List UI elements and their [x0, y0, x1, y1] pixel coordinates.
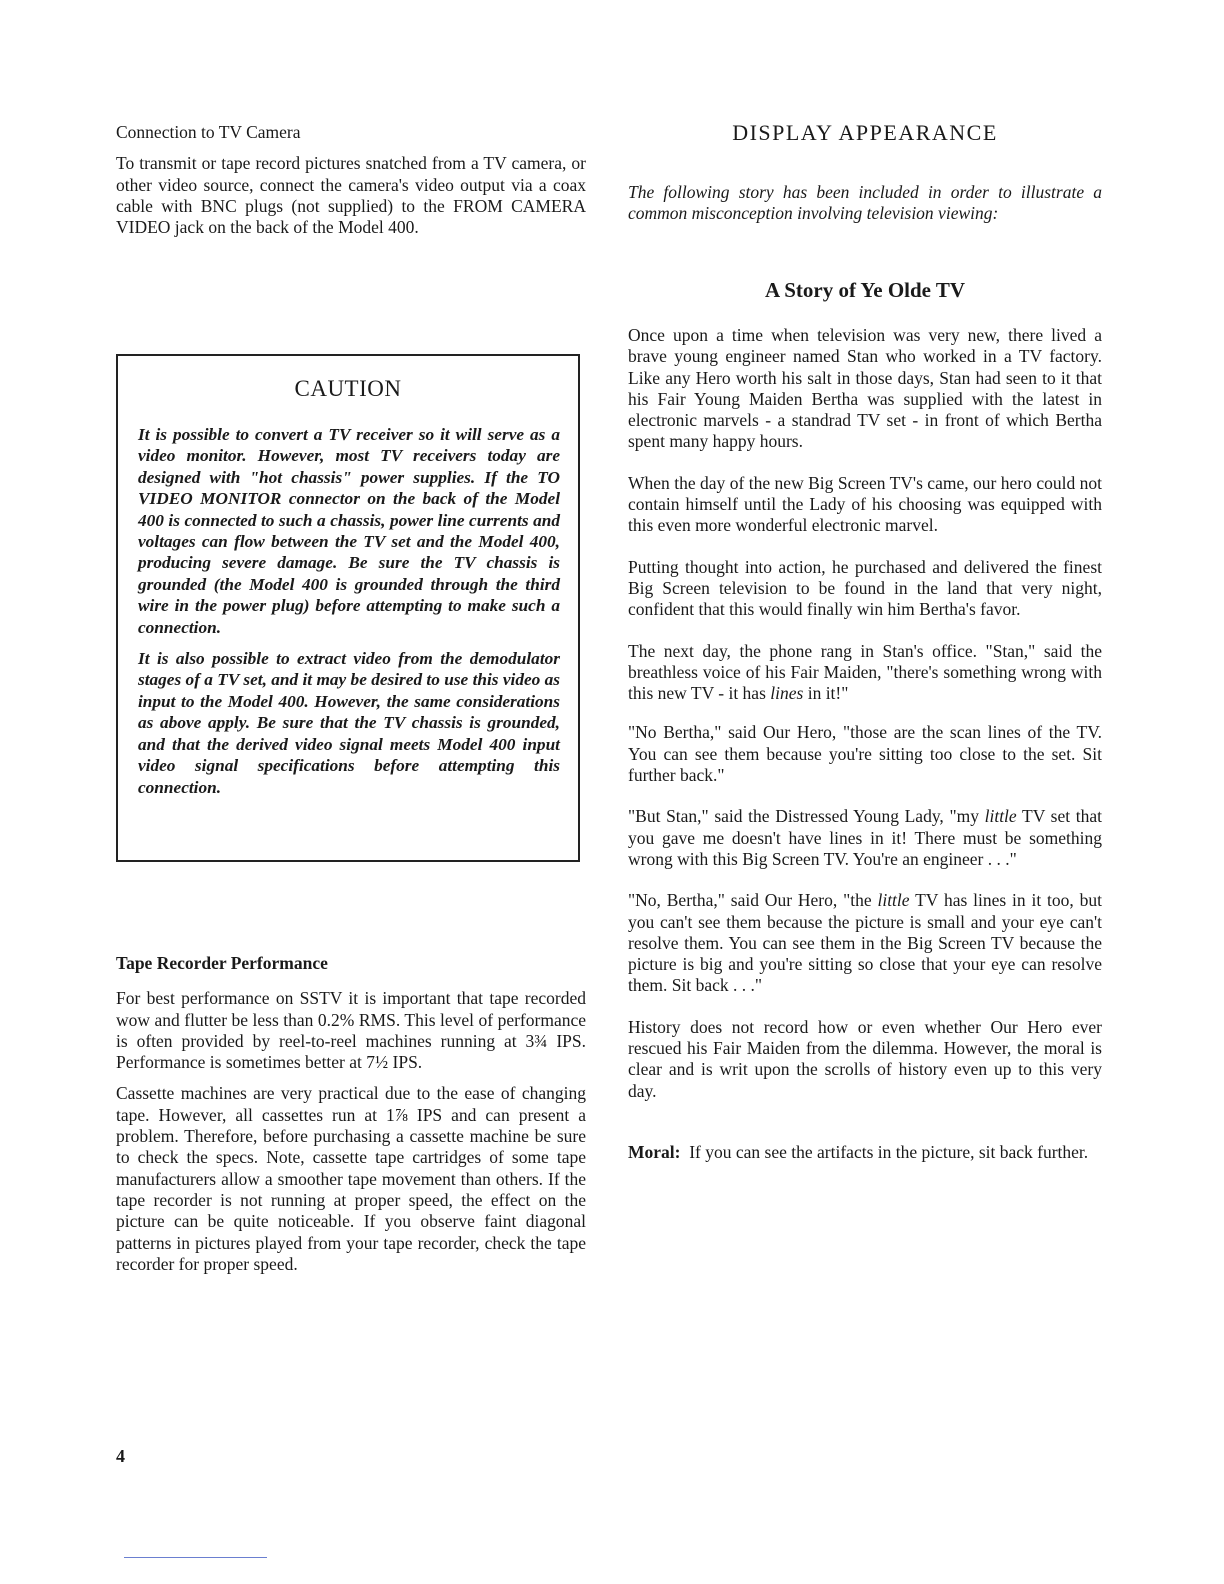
- story-paragraph-8: History does not record how or even whether Our Hero ever rescued his Fair Maiden from the dilemma. However, the moral is clear and is writ upon the scrolls of history even up to this very day.: [628, 1016, 1102, 1101]
- story-title: A Story of Ye Olde TV: [764, 278, 966, 302]
- caution-paragraph-2: It is also possible to extract video from the demodulator stages of a TV set, and it may be desired to use this video as input to the Model 400. However, the same considerations as above apply. Be sure that the TV chassis is grounded, and that the derived video signal meets Model 400 input video signal specifications before attempting this connection.: [138, 649, 560, 797]
- caution-paragraph-1: It is possible to convert a TV receiver so it will serve as a video monitor. However, most TV receivers today are designed with "hot chassis" power supplies. If the TO VIDEO MONITOR connector on the back of the Model 400 is connected to such a chassis, power line currents and voltages can flow between the TV set and the Model 400, producing severe damage. Be sure the TV chassis is grounded (the Model 400 is grounded through the third wire in the power plug) before attempting to make such a connection.: [138, 425, 560, 637]
- story-body: [628, 325, 1102, 1163]
- moral-paragraph: [628, 1142, 1102, 1163]
- story-paragraph-5: "No Bertha," said Our Hero, "those are the scan lines of the TV. You can see them because you're sitting too close to the set. Sit further back.": [628, 722, 1102, 786]
- story-paragraph-2: When the day of the new Big Screen TV's came, our hero could not contain himself until the Lady of his choosing was equipped with this even more wonderful electronic marvel.: [628, 472, 1102, 536]
- emphasis-little: little: [984, 806, 1017, 827]
- page-number: 4: [116, 1446, 125, 1466]
- emphasis-lines: lines: [770, 683, 804, 704]
- story-paragraph-7: "No, Bertha," said Our Hero, "the little TV has lines in it too, but you can't see them because the picture is small and your eye can't resolve them. You can see them in the Big Screen TV because the picture is big and you're sitting so close that your eye can resolve them. Sit back . . .": [628, 890, 1103, 996]
- caution-body: [138, 424, 560, 808]
- tape-heading: Tape Recorder Performance: [116, 953, 328, 973]
- story-paragraph-3: Putting thought into action, he purchased and delivered the finest Big Screen television to be found in the land that very night, confident that this would finally win him Bertha's favor.: [628, 556, 1102, 620]
- tape-paragraph-1: For best performance on SSTV it is important that tape recorded wow and flutter be less than 0.2% RMS. This level of performance is often provided by reel-to-reel machines running at 3¾ IPS. Performance is sometimes better at 7½ IPS.: [116, 988, 586, 1073]
- moral-label: Moral:: [628, 1141, 681, 1162]
- story-paragraph-1: Once upon a time when television was very new, there lived a brave young engineer named Stan who worked in a TV factory. Like any Hero worth his salt in those days, Stan had seen to it that his Fair Young Maiden Bertha was supplied with the latest in electronic marvels - a standrad TV set - in front of which Bertha spent many happy hours.: [628, 325, 1102, 452]
- camera-paragraph: To transmit or tape record pictures snatched from a TV camera, or other video source, connect the camera's video output via a coax cable with BNC plugs (not supplied) to the FROM CAMERA VIDEO jack on the back of the Model 400.: [116, 153, 586, 238]
- footer-rule: [124, 1557, 267, 1558]
- caution-title: CAUTION: [294, 376, 402, 401]
- moral-text: If you can see the artifacts in the picture, sit back further.: [689, 1141, 1089, 1162]
- tape-section: [116, 953, 586, 1275]
- camera-heading: Connection to TV Camera: [116, 122, 301, 142]
- camera-section: [116, 122, 586, 238]
- caution-box: [116, 354, 580, 862]
- story-paragraph-6: "But Stan," said the Distressed Young Lady, "my little TV set that you gave me doesn't have lines in it! There must be something wrong with this Big Screen TV. You're an engineer . . .": [628, 806, 1102, 869]
- emphasis-little-2: little: [877, 890, 910, 911]
- section-title: DISPLAY APPEARANCE: [732, 120, 998, 145]
- intro-paragraph: The following story has been included in order to illustrate a common misconception involving television viewing:: [628, 182, 1102, 224]
- story-paragraph-4: The next day, the phone rang in Stan's office. "Stan," said the breathless voice of his Fair Maiden, "there's something wrong with this new TV - it has lines in it!": [628, 640, 1102, 704]
- tape-paragraph-2: Cassette machines are very practical due to the ease of changing tape. However, all cassettes run at 1⅞ IPS and can present a problem. Therefore, before purchasing a cassette machine be sure to check the specs. Note, cassette tape cartridges of some tape manufacturers allow a smoother tape movement than others. If the tape recorder is not running at proper speed, the effect on the picture can be quite noticeable. If you observe faint diagonal patterns in pictures played from your tape recorder, check the tape recorder for proper speed.: [116, 1083, 586, 1274]
